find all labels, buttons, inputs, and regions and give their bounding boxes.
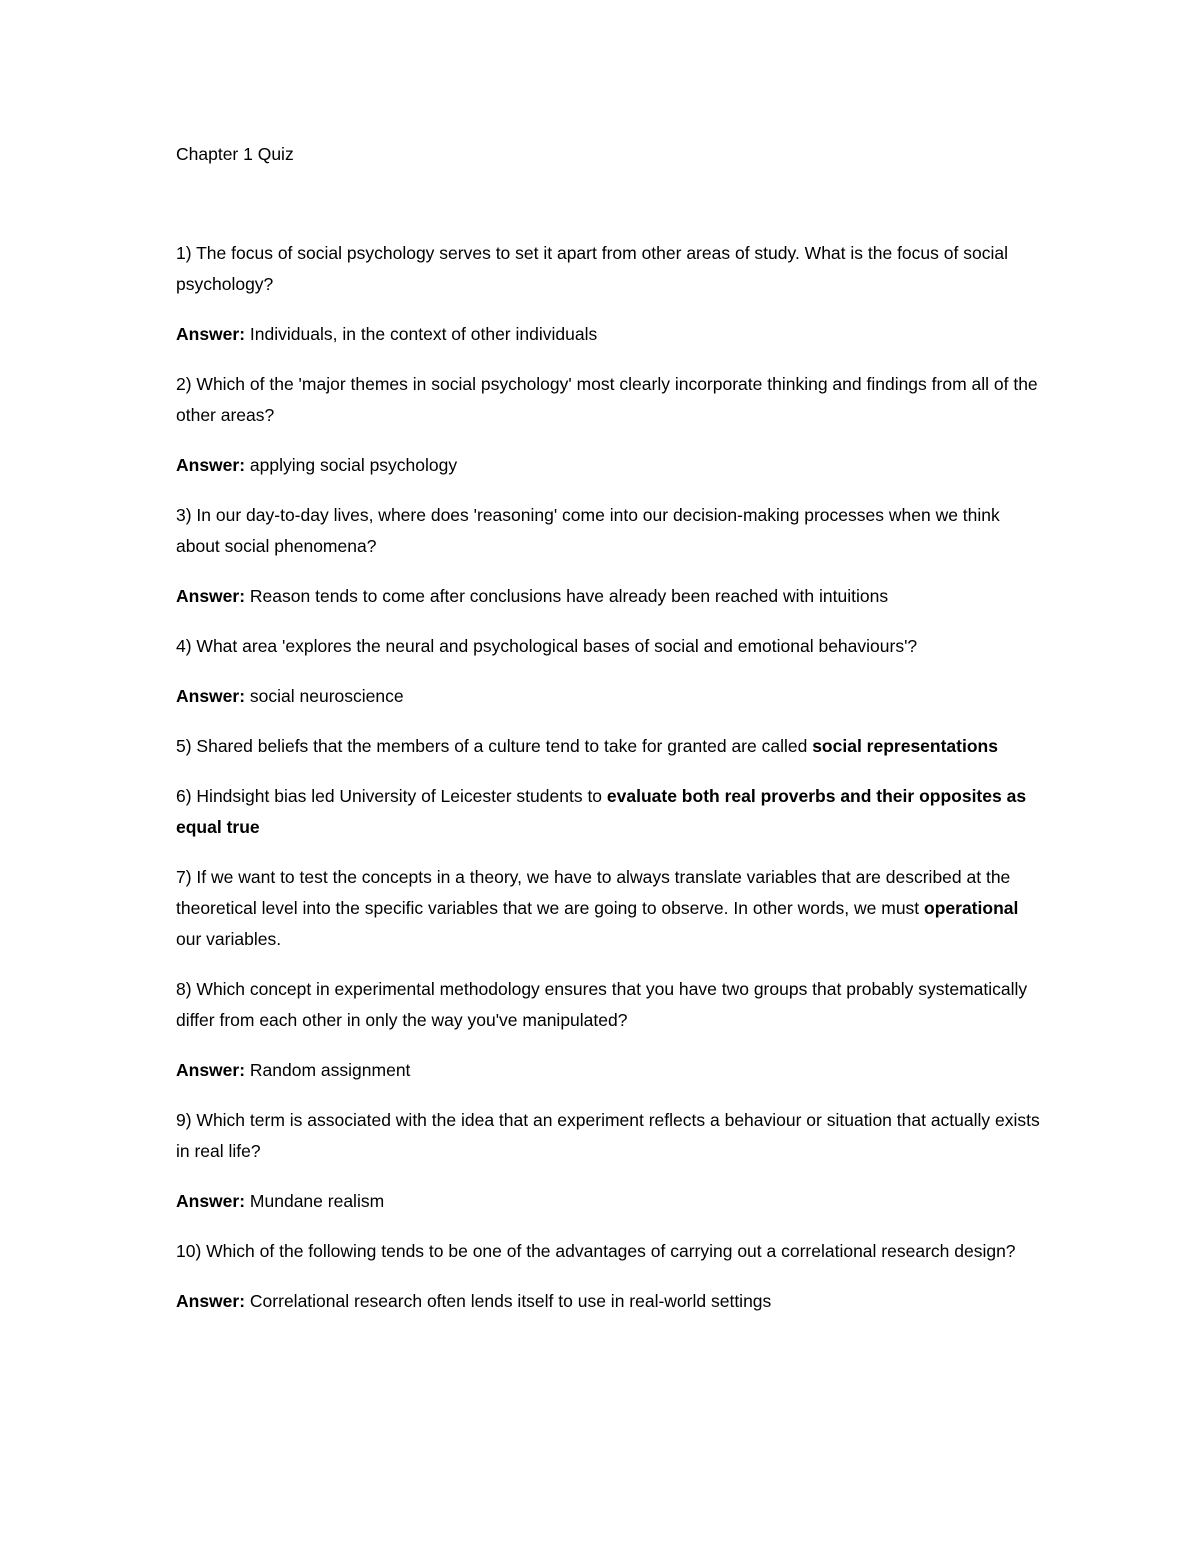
statement-text: 7) If we want to test the concepts in a theory, we have to always translate variables that are described at the theoretical level into the specific variables that we are going to observe. In other words, we must	[176, 867, 1011, 918]
answer-text: Individuals, in the context of other individuals	[249, 324, 598, 344]
answer-9	[176, 1186, 1046, 1217]
answer-text: Random assignment	[249, 1060, 411, 1080]
answer-label: Answer:	[176, 586, 246, 606]
statement-text-end: our variables.	[176, 929, 282, 949]
answer-8	[176, 1055, 1046, 1086]
answer-label: Answer:	[176, 324, 246, 344]
answer-text: Mundane realism	[249, 1191, 385, 1211]
answer-3	[176, 581, 1046, 612]
answer-label: Answer:	[176, 455, 246, 475]
answer-label: Answer:	[176, 1291, 246, 1311]
question-4: 4) What area 'explores the neural and psychological bases of social and emotional behaviours'?	[176, 636, 918, 656]
statement-5	[176, 731, 1046, 762]
statement-text: 5) Shared beliefs that the members of a culture tend to take for granted are called	[176, 736, 813, 756]
answer-label: Answer:	[176, 686, 246, 706]
question-8: 8) Which concept in experimental methodology ensures that you have two groups that probably systematically differ from each other in only the way you've manipulated?	[176, 979, 1028, 1030]
answer-2	[176, 450, 1046, 481]
statement-7	[176, 862, 1046, 955]
answer-text: Correlational research often lends itself to use in real-world settings	[249, 1291, 772, 1311]
document-content	[176, 139, 1046, 1336]
answer-text: social neuroscience	[249, 686, 404, 706]
answer-1	[176, 319, 1046, 350]
statement-answer: social representations	[812, 736, 998, 756]
statement-text: 6) Hindsight bias led University of Leicester students to	[176, 786, 607, 806]
question-1: 1) The focus of social psychology serves to set it apart from other areas of study. What is the focus of social psychology?	[176, 243, 1008, 294]
question-9: 9) Which term is associated with the idea that an experiment reflects a behaviour or situation that actually exists in real life?	[176, 1110, 1040, 1161]
question-10: 10) Which of the following tends to be one of the advantages of carrying out a correlational research design?	[176, 1241, 1016, 1261]
answer-text: Reason tends to come after conclusions have already been reached with intuitions	[249, 586, 889, 606]
answer-10	[176, 1286, 1046, 1317]
question-3: 3) In our day-to-day lives, where does 'reasoning' come into our decision-making processes when we think about social phenomena?	[176, 505, 1000, 556]
statement-answer: evaluate both real proverbs and their opposites as equal true	[176, 786, 1027, 837]
answer-4	[176, 681, 1046, 712]
answer-label: Answer:	[176, 1060, 246, 1080]
answer-text: applying social psychology	[249, 455, 458, 475]
page-title: Chapter 1 Quiz	[176, 144, 294, 164]
question-2: 2) Which of the 'major themes in social psychology' most clearly incorporate thinking and findings from all of the other areas?	[176, 374, 1038, 425]
statement-6	[176, 781, 1046, 843]
statement-answer: operational	[924, 898, 1019, 918]
answer-label: Answer:	[176, 1191, 246, 1211]
